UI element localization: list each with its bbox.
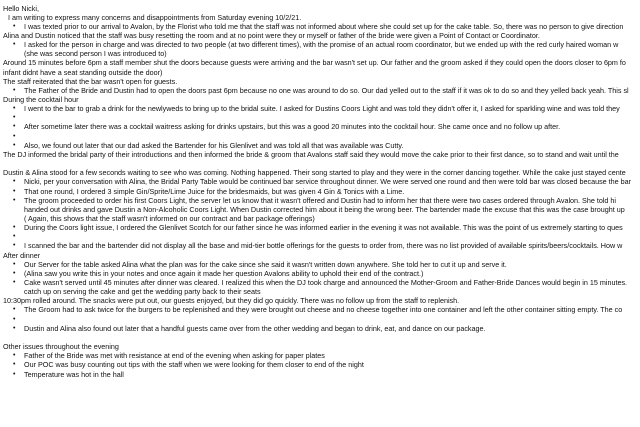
bullet-line: Our POC was busy counting out tips with the staff when we were looking for them closer to end of the night xyxy=(24,360,364,370)
text-line: infant didnt have a seat standing outside the door) xyxy=(3,67,163,77)
bullet-line: Nicki, per your conversation with Alina, the Bridal Party Table would be continued bar service throughout dinner. We were served one round and then were told bar was closed because the bar xyxy=(24,177,632,187)
text-line: catch up on serving the cake and get the wedding party back to their seats xyxy=(24,287,261,297)
text-line: Dustin & Alina stood for a few seconds waiting to see who was coming. Nothing happened. Their song started to play and they were in the corner dancing together. While the cake just stayed cente xyxy=(3,168,626,178)
bullet-marker: • xyxy=(13,306,16,314)
bullet-line: The Father of the Bride and Dustin had to open the doors past 6pm because no one was around to do so. Our dad yelled out to the staff if it was ok to do so and they yelled back yeah. This sl xyxy=(24,85,629,95)
text-line: Around 15 minutes before 6pm a staff member shut the doors because guests were arriving and the bar wasn't set up. Our father and the groom asked if they could open the doors closer to 6pm fo xyxy=(3,58,626,68)
text-line: I am writing to express many concerns and disappointments from Saturday evening 10/2/21. xyxy=(8,12,302,22)
bullet-line: Cake wasn't served until 45 minutes after dinner was cleared. I realized this when the DJ took charge and announced the Mother-Groom and Father-Bride Dances would begin in 15 minutes. xyxy=(24,278,628,287)
bullet-marker: • xyxy=(13,352,16,360)
text-line: Alina and Dustin noticed that the staff was busy resetting the room and at no point were they or myself or father of the bride were given a Point of Contact or Coordinator. xyxy=(3,30,540,40)
text-line: The DJ informed the bridal party of their introductions and then informed the bride & groom that Avalons staff said they would move the cake prior to their first dance, so to stand and wait until the xyxy=(3,149,619,159)
bullet-line: The Groom had to ask twice for the burgers to be replenished and they were brought out cheese and no cheese together into one container and left the other container sitting empty. The co xyxy=(24,305,623,315)
text-line: Hello Nicki, xyxy=(3,3,39,13)
bullet-marker: • xyxy=(13,370,16,378)
bullet-marker: • xyxy=(13,105,16,113)
bullet-marker: • xyxy=(13,269,16,277)
bullet-line: I went to the bar to grab a drink for the newlyweds to bring up to the bridal suite. I asked for Dustins Coors Light and was told they didn't offer it, I asked for sparkling wine and was told they xyxy=(24,104,620,114)
bullet-marker: • xyxy=(13,233,16,241)
bullet-marker: • xyxy=(13,279,16,286)
bullet-marker: • xyxy=(13,260,16,268)
bullet-marker: • xyxy=(13,41,16,49)
bullet-line: During the Coors light issue, I ordered the Glenlivet Scotch for our father since he was informed earlier in the evening it was not available. This was the point of us extremely starting to ques xyxy=(24,223,623,233)
bullet-line: Father of the Bride was met with resistance at end of the evening when asking for paper plates xyxy=(24,351,325,361)
text-line: The staff reiterated that the bar wasn't open for guests. xyxy=(3,76,178,86)
bullet-line: After sometime later there was a cocktail waitress asking for drinks upstairs, but this was a good 20 minutes into the cocktail hour. She came once and no follow up after. xyxy=(24,122,561,132)
bullet-line: The groom proceeded to order his first Coors Light, the server let us know that it wasn't offered and Dustin had to inform her that there were two cases ordered through Avalon. She told hi xyxy=(24,195,617,205)
bullet-marker: • xyxy=(13,242,16,250)
text-line: 10:30pm rolled around. The snacks were put out, our guests enjoyed, but they did go quickly. There was no follow up from the staff to replenish. xyxy=(3,296,460,306)
bullet-line: That one round, I ordered 3 simple Gin/Sprite/Lime Juice for the bridesmaids, but was given 4 Gin & Tonics with a Lime. xyxy=(24,186,405,196)
text-line: Other issues throughout the evening xyxy=(3,342,119,352)
bullet-marker: • xyxy=(13,324,16,332)
bullet-marker: • xyxy=(13,361,16,369)
bullet-line: I was texted prior to our arrival to Avalon, by the Florist who told me that the staff was not informed about where she could set up for the cake table. So, there was no person to give direction xyxy=(24,21,624,31)
bullet-line: I scanned the bar and the bartender did not display all the base and mid-tier bottle offerings for the guests to order from, there was no list provided of available spirits/beers/cocktails. How w xyxy=(24,241,623,251)
bullet-marker: • xyxy=(13,141,16,149)
text-line: handed out drinks and gave Dustin a Non-Alcoholic Coors Light. When Dustin corrected him about it being the wrong beer. The bartender made the excuse that this was the case brought up xyxy=(24,204,625,214)
text-line: After dinner xyxy=(3,250,41,260)
bullet-line: (Alina saw you write this in your notes and once again it made her question Avalons ability to uphold their end of the contract.) xyxy=(24,268,424,278)
bullet-line: Dustin and Alina also found out later that a handful guests came over from the other wedding and began to drink, eat, and dance on our package. xyxy=(24,323,486,333)
bullet-marker: • xyxy=(13,22,16,30)
bullet-line: Also, we found out later that our dad asked the Bartender for his Glenlivet and was told all that was available was Cutty. xyxy=(24,140,404,150)
bullet-line: I asked for the person in charge and was directed to two people (at two different times), with the promise of an actual room coordinator, but we ended up with the red curly haired woman w xyxy=(24,40,619,50)
text-line: (she was second person I was introduced to) xyxy=(24,49,167,59)
bullet-marker: • xyxy=(13,178,16,186)
bullet-line: Temperature was hot in the hall xyxy=(24,369,124,379)
bullet-marker: • xyxy=(13,187,16,195)
bullet-marker: • xyxy=(13,224,16,232)
bullet-line: Our Server for the table asked Alina what the plan was for the cake since she said it wasn't written down anywhere. She told her to cut it up and serve it. xyxy=(24,259,507,269)
bullet-marker: • xyxy=(13,123,16,131)
text-line: ( Again, this shows that the staff wasn't informed on our contract and bar package offerings) xyxy=(24,213,315,223)
bullet-marker: • xyxy=(13,114,16,122)
bullet-marker: • xyxy=(13,196,16,204)
bullet-marker: • xyxy=(13,86,16,94)
text-line: During the cocktail hour xyxy=(3,95,79,104)
bullet-marker: • xyxy=(13,315,16,323)
bullet-marker: • xyxy=(13,132,16,140)
